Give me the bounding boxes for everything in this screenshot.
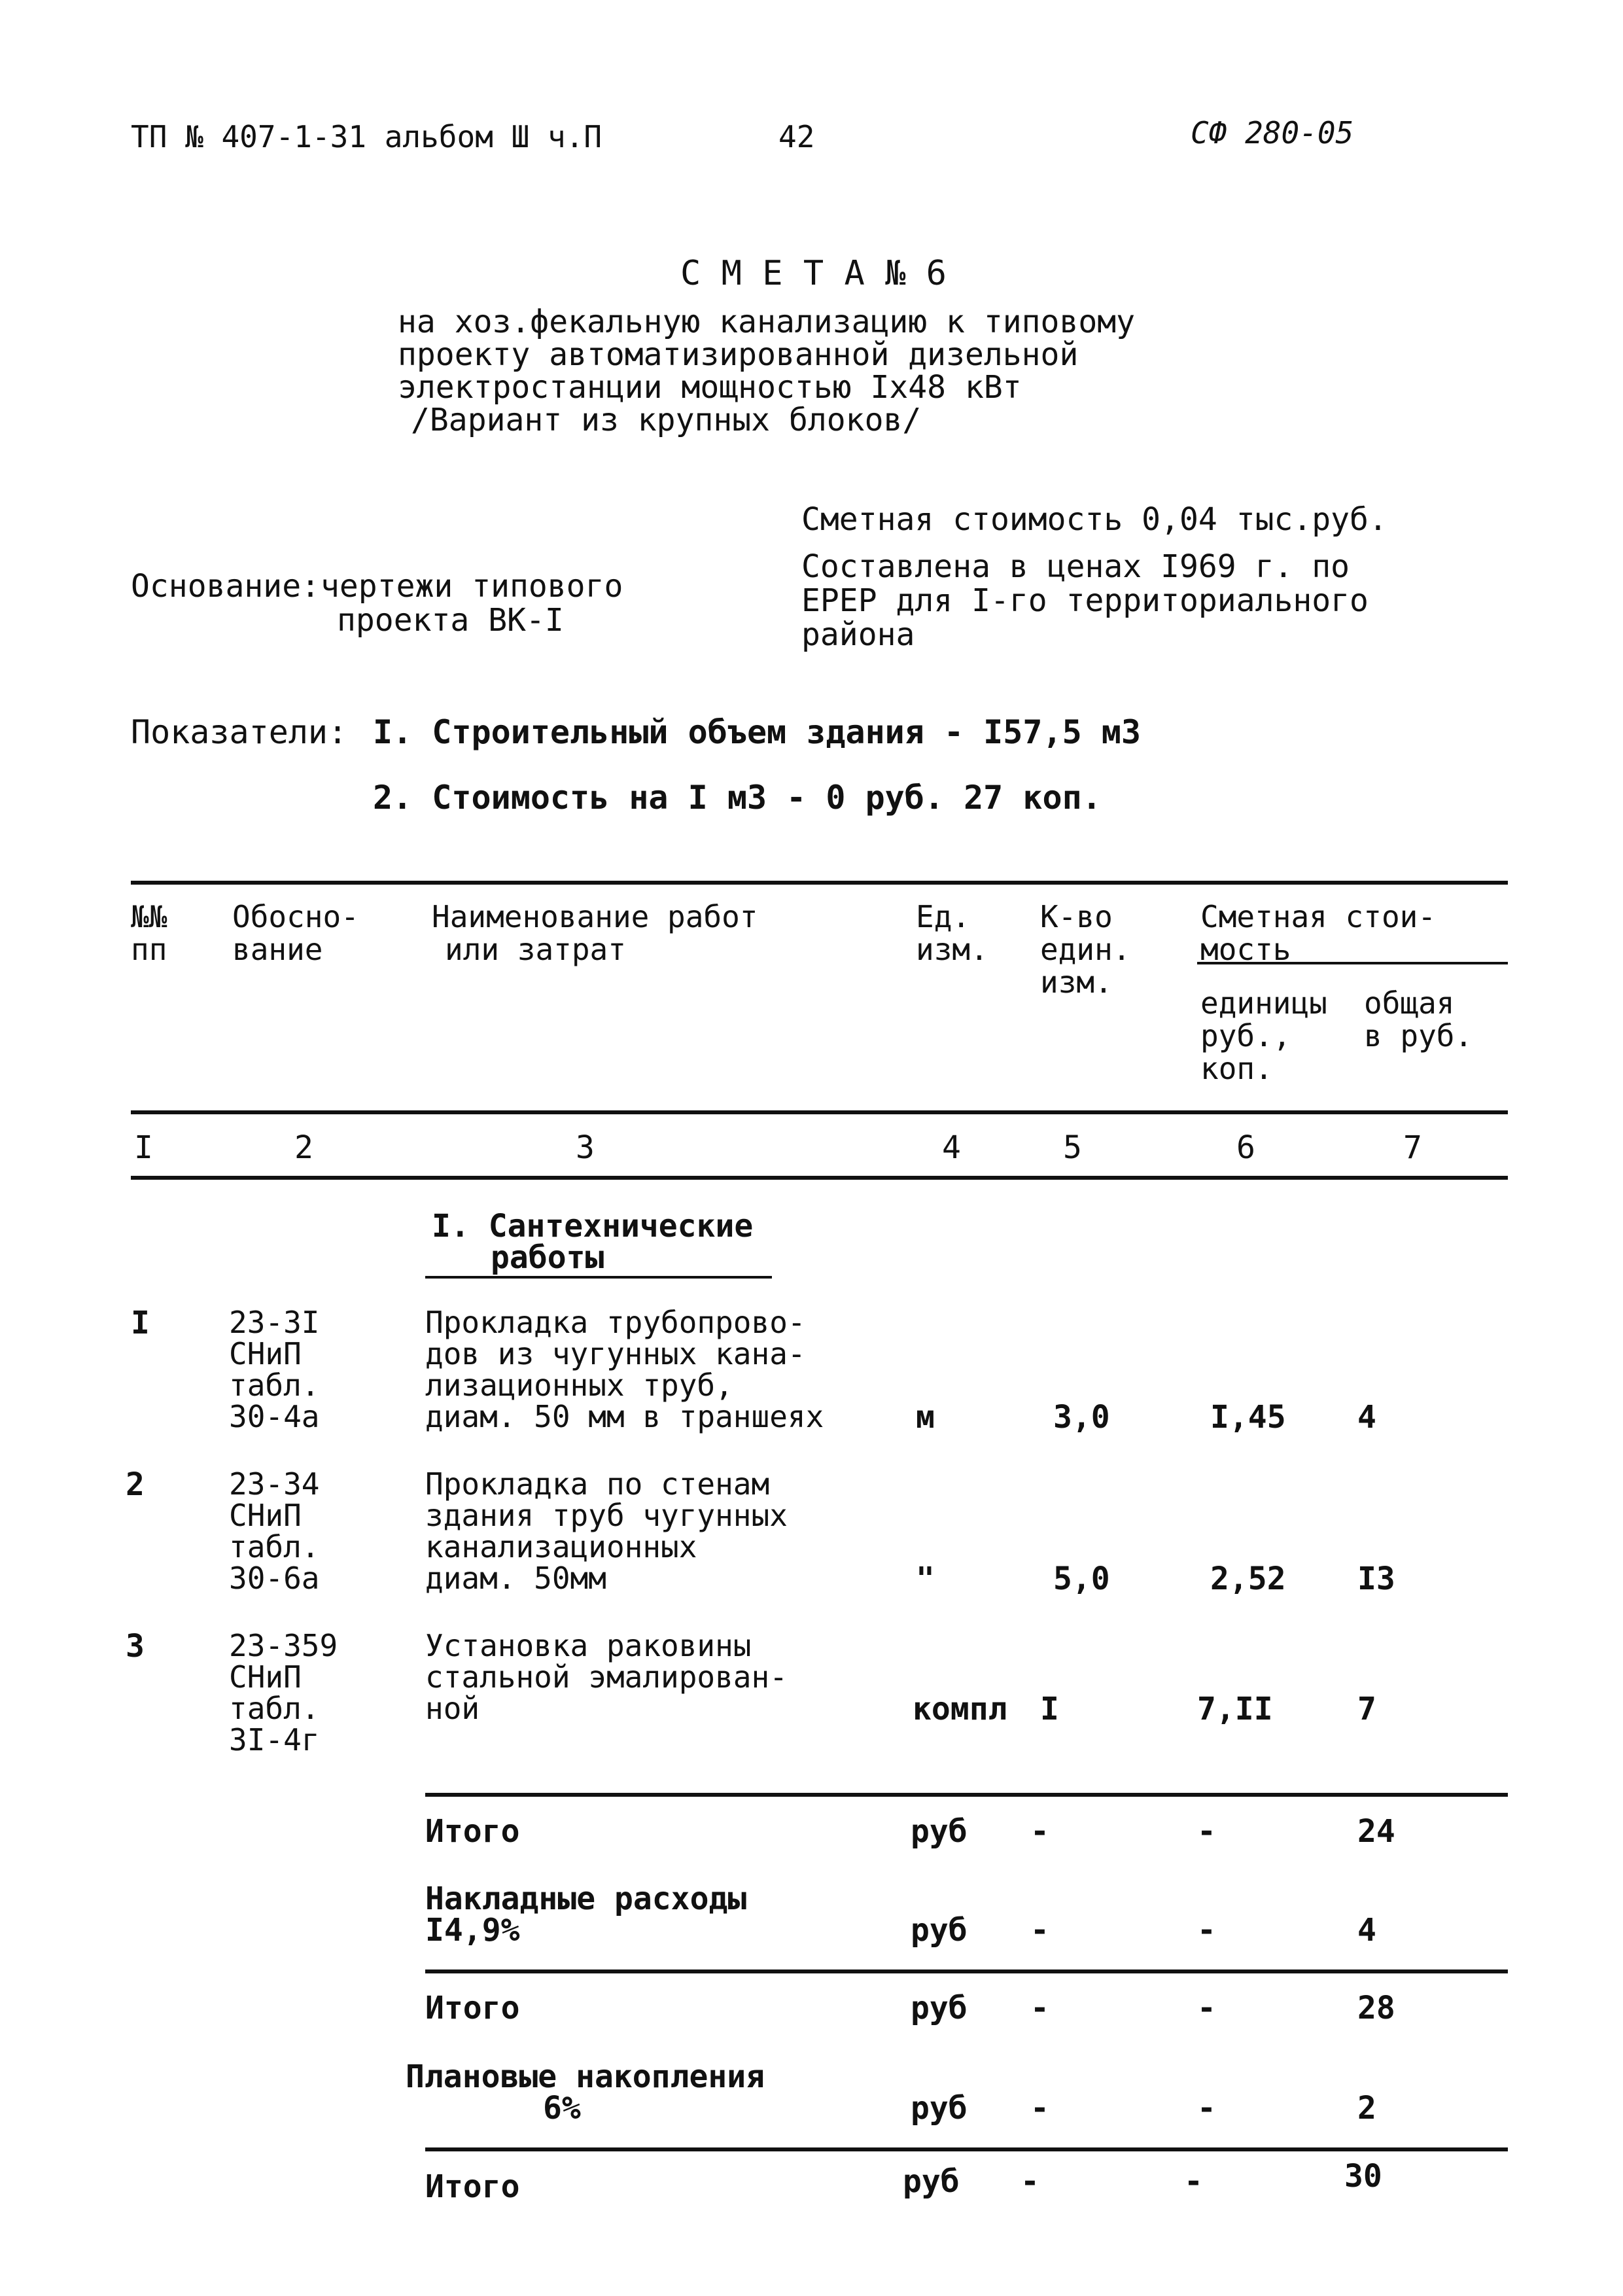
row3-qty: I [1040,1691,1059,1727]
grand-total-total: 30 [1344,2158,1382,2195]
hdr-total-2: в руб. [1364,1018,1473,1053]
row1-qty: 3,0 [1053,1399,1110,1436]
row1-name-2: дов из чугунных кана- [425,1336,806,1371]
row1-name-3: лизационных труб, [425,1368,733,1403]
colnum-6: 6 [1236,1129,1255,1166]
row2-name-2: здания труб чугунных [425,1498,788,1533]
colnum-5: 5 [1063,1129,1082,1166]
row1-basis-4: 30-4а [229,1399,320,1434]
row2-num: 2 [126,1466,145,1503]
table-top-rule [131,881,1508,885]
row3-basis-4: 3I-4г [229,1722,320,1757]
row2-unit-cost: 2,52 [1210,1561,1286,1597]
row1-unit: м [916,1399,935,1436]
header-code: ТП № 407-1-31 альбом Ш ч.П [131,119,602,154]
hdr-num-2: пп [131,932,167,967]
page-title: С М Е Т А № 6 [680,254,947,293]
hdr-unit-2: изм. [916,932,988,967]
row3-basis-1: 23-359 [229,1628,338,1663]
colnum-4: 4 [942,1129,961,1166]
hdr-unitcost-3: коп. [1200,1051,1273,1086]
subtotal-1-unit: руб [911,1813,968,1850]
row2-basis-3: табл. [229,1529,320,1564]
subtotal-1-total: 24 [1357,1813,1395,1850]
hdr-unitcost-2: руб., [1200,1018,1291,1053]
hdr-basis-1: Обосно- [232,899,359,934]
row2-qty: 5,0 [1053,1561,1110,1597]
grand-total-unit-cost: - [1184,2163,1203,2200]
row2-name-3: канализационных [425,1529,697,1564]
prices-note-3: района [801,616,915,653]
basis-text-2: проекта ВК-I [337,602,564,639]
basis-label: Основание: [131,568,320,605]
summary-rule-2 [425,1969,1508,1973]
basis-text-1: чертежи типового [321,568,623,605]
subtotal-2-total: 28 [1357,1990,1395,2026]
hdr-qty-3: изм. [1040,964,1113,1000]
row3-basis-2: СНиП [229,1659,302,1695]
overhead-unit-cost: - [1197,1912,1216,1949]
subtotal-2-unit: руб [911,1990,968,2026]
hdr-basis-2: вание [232,932,323,967]
overhead-label-2: I4,9% [425,1912,520,1949]
row3-unit-cost: 7,II [1197,1691,1273,1727]
grand-total-label: Итого [425,2168,520,2205]
overhead-total: 4 [1357,1912,1376,1949]
row2-unit: " [916,1561,935,1597]
title-line-1: на хоз.фекальную канализацию к типовому [398,304,1136,340]
section-title-1: I. Сантехнические [432,1208,754,1245]
row3-unit: компл [913,1691,1007,1727]
planned-savings-unit: руб [911,2090,968,2127]
colnum-1: I [134,1129,153,1166]
overhead-label-1: Накладные расходы [425,1881,747,1917]
grand-total-unit: руб [903,2163,960,2200]
section-title-2: работы [491,1239,604,1276]
hdr-cost-1: Сметная стои- [1200,899,1437,934]
prices-note-2: ЕРЕР для I-го территориального [801,582,1369,619]
indicator-unit-cost: 2. Стоимость на I м3 - 0 руб. 27 коп. [373,779,1102,817]
overhead-qty: - [1030,1912,1049,1949]
header-page-number: 42 [778,119,815,154]
prices-note-1: Составлена в ценах I969 г. по [801,548,1350,585]
row3-name-1: Установка раковины [425,1628,752,1663]
planned-savings-qty: - [1030,2090,1049,2127]
title-line-2: проекту автоматизированной дизельной [398,336,1079,373]
section-title-underline [425,1276,772,1279]
subtotal-2-qty: - [1030,1990,1049,2026]
summary-rule-3 [425,2147,1508,2151]
hdr-name-2: или затрат [445,932,626,967]
row1-basis-2: СНиП [229,1336,302,1371]
row2-basis-1: 23-34 [229,1466,320,1502]
row1-basis-1: 23-3I [229,1305,320,1340]
row1-total: 4 [1357,1399,1376,1436]
hdr-num-1: №№ [131,899,167,934]
estimate-cost: Сметная стоимость 0,04 тыс.руб. [801,501,1387,538]
row2-basis-2: СНиП [229,1498,302,1533]
row2-name-1: Прокладка по стенам [425,1466,770,1502]
hdr-cost-2: мость [1200,932,1291,967]
colnum-3: 3 [576,1129,595,1166]
title-line-3: электростанции мощностью Ix48 кВт [398,369,1022,406]
row2-basis-4: 30-6а [229,1561,320,1596]
row3-total: 7 [1357,1691,1376,1727]
grand-total-qty: - [1021,2163,1039,2200]
subtotal-1-unit-cost: - [1197,1813,1216,1850]
row3-name-2: стальной эмалирован- [425,1659,788,1695]
indicator-volume: I. Строительный объем здания - I57,5 м3 [373,713,1141,751]
indicators-label: Показатели: [131,713,348,751]
row1-name-4: диам. 50 мм в траншеях [425,1399,824,1434]
row2-name-4: диам. 50мм [425,1561,606,1596]
header-bottom-rule [131,1110,1508,1114]
row3-basis-3: табл. [229,1691,320,1726]
title-line-4: /Вариант из крупных блоков/ [411,402,922,438]
row1-unit-cost: I,45 [1210,1399,1286,1436]
summary-rule-1 [425,1793,1508,1797]
hdr-total-1: общая [1364,985,1455,1021]
hdr-qty-2: един. [1040,932,1131,967]
row3-name-3: ной [425,1691,480,1726]
subtotal-1-label: Итого [425,1813,520,1850]
subtotal-2-label: Итого [425,1990,520,2026]
hdr-unit-1: Ед. [916,899,971,934]
hdr-name-1: Наименование работ [432,899,758,934]
planned-savings-unit-cost: - [1197,2090,1216,2127]
planned-savings-label-2: 6% [543,2090,581,2127]
overhead-unit: руб [911,1912,968,1949]
row1-name-1: Прокладка трубопрово- [425,1305,806,1340]
hdr-qty-1: К-во [1040,899,1113,934]
row2-total: I3 [1357,1561,1395,1597]
planned-savings-label-1: Плановые накопления [406,2058,765,2095]
row1-num: I [131,1305,150,1341]
subtotal-2-unit-cost: - [1197,1990,1216,2026]
header-doc-number: СФ 280-05 [1191,115,1354,150]
row3-num: 3 [126,1628,145,1665]
colnum-bottom-rule [131,1176,1508,1180]
row1-basis-3: табл. [229,1368,320,1403]
colnum-2: 2 [294,1129,313,1166]
colnum-7: 7 [1403,1129,1422,1166]
hdr-unitcost-1: единицы [1200,985,1327,1021]
subtotal-1-qty: - [1030,1813,1049,1850]
planned-savings-total: 2 [1357,2090,1376,2127]
